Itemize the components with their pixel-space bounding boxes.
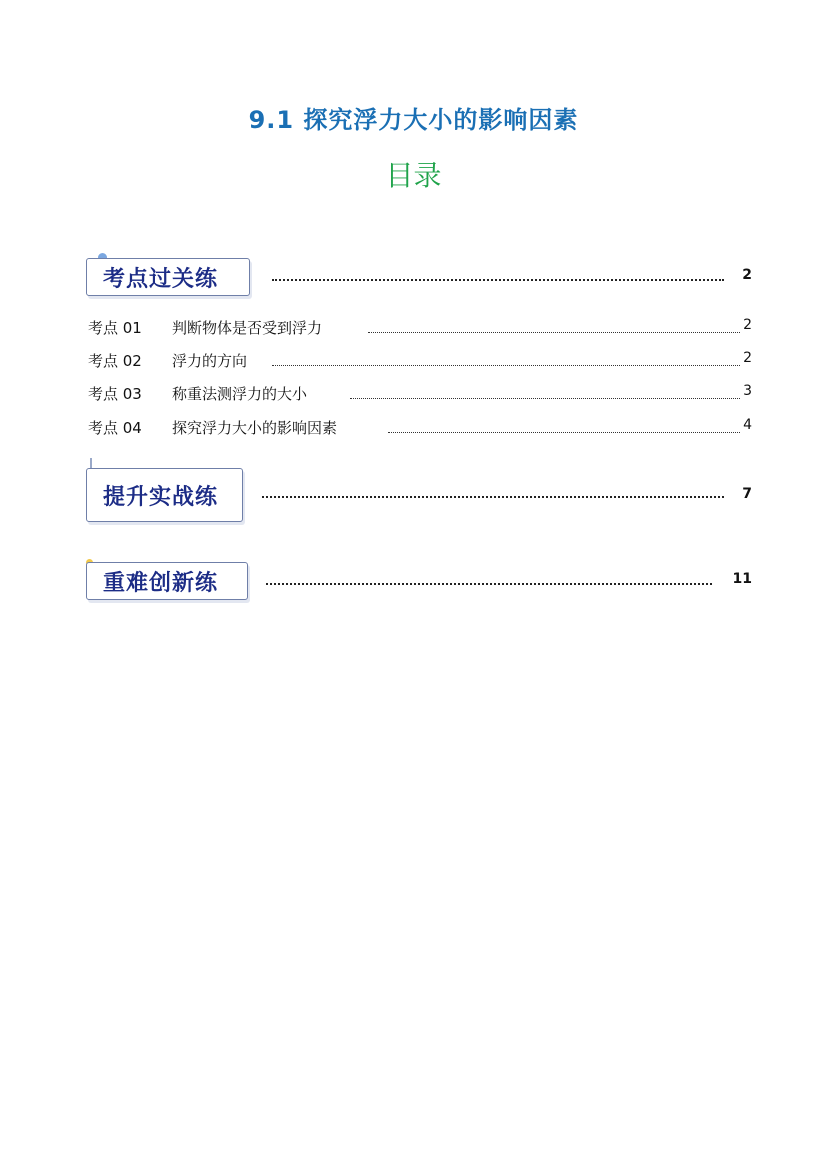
toc-section-zhongnan[interactable] [86,562,752,610]
section-badge [86,468,243,522]
entry-number: 考点 02 [88,352,142,370]
dot-leader [368,332,740,333]
toc-entry[interactable] [88,350,752,372]
section-page-number: 7 [742,486,752,502]
toc-heading: 目录 [385,159,442,192]
toc-entry[interactable] [88,317,752,339]
entry-page-number: 3 [743,383,752,399]
dot-leader [272,279,724,281]
section-page-number: 2 [742,267,752,283]
section-page-number: 11 [732,571,752,587]
entry-page-number: 2 [743,317,752,333]
dot-leader [388,432,740,433]
entry-title: 探究浮力大小的影响因素 [172,417,341,438]
section-label: 考点过关练 [103,266,219,292]
section-label: 提升实战练 [103,484,219,510]
section-badge [86,562,248,600]
dot-leader [262,496,724,498]
toc-entry[interactable] [88,417,752,439]
dot-leader [350,398,740,399]
toc-section-kaodian[interactable] [86,258,752,306]
toc-entry[interactable] [88,383,752,405]
section-badge [86,258,250,296]
entry-number: 考点 04 [88,419,142,437]
section-label: 重难创新练 [103,570,219,596]
entry-title: 浮力的方向 [172,350,251,371]
entry-page-number: 4 [743,417,752,433]
document-title: 9.1 探究浮力大小的影响因素 [248,106,579,134]
entry-number: 考点 03 [88,385,142,403]
entry-page-number: 2 [743,350,752,366]
dot-leader [272,365,740,366]
entry-number: 考点 01 [88,319,142,337]
entry-title: 判断物体是否受到浮力 [172,317,326,338]
dot-leader [266,583,712,585]
toc-section-tisheng[interactable] [86,466,752,524]
entry-title: 称重法测浮力的大小 [172,383,311,404]
